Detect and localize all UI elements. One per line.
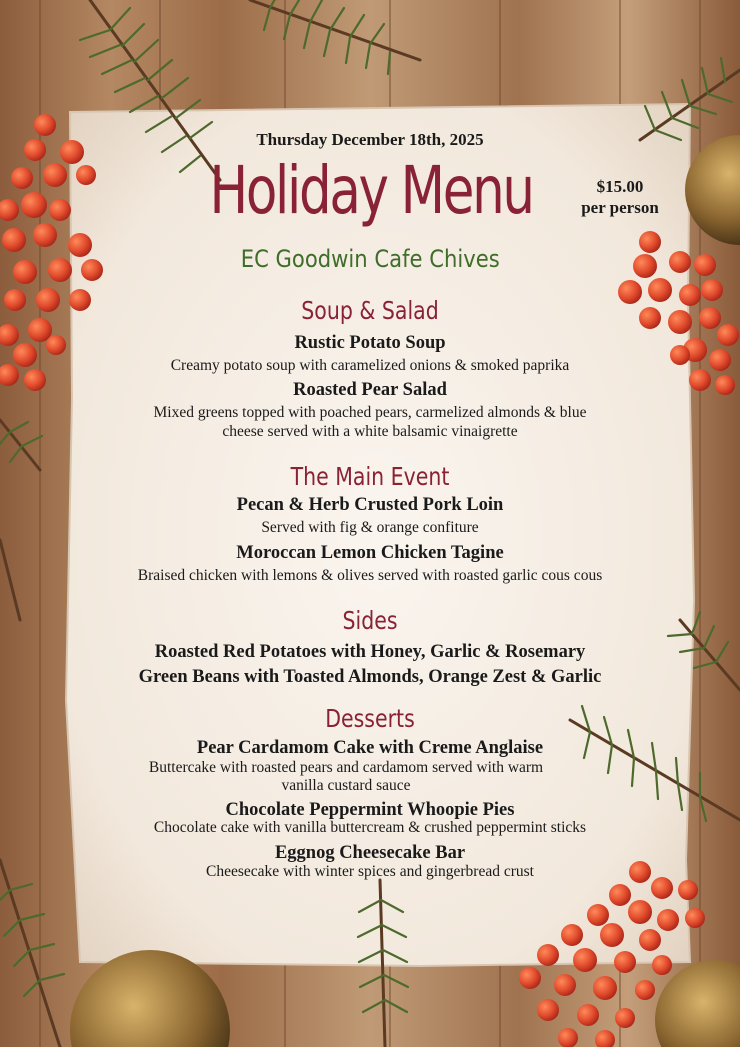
item-desc-pear-cardamom-cake-line2: vanilla custard sauce (281, 777, 411, 794)
item-name-rustic-potato-soup: Rustic Potato Soup (294, 333, 446, 353)
item-name-roasted-red-potatoes: Roasted Red Potatoes with Honey, Garlic & Rosemary (154, 642, 586, 662)
menu-subtitle: EC Goodwin Cafe Chives (240, 245, 500, 273)
item-name-pork-loin: Pecan & Herb Crusted Pork Loin (236, 495, 504, 515)
item-desc-roasted-pear-salad-line2: cheese served with a white balsamic vinaigrette (222, 423, 518, 440)
item-name-eggnog-cheesecake-bar: Eggnog Cheesecake Bar (274, 843, 466, 863)
item-name-chicken-tagine: Moroccan Lemon Chicken Tagine (236, 543, 504, 563)
menu-date: Thursday December 18th, 2025 (256, 130, 484, 149)
section-heading-desserts: Desserts (325, 704, 415, 733)
menu-title: Holiday Menu (209, 152, 533, 229)
section-heading-sides: Sides (342, 606, 398, 635)
item-name-roasted-pear-salad: Roasted Pear Salad (293, 380, 447, 400)
item-desc-roasted-pear-salad-line1: Mixed greens topped with poached pears, carmelized almonds & blue (153, 404, 587, 421)
item-desc-eggnog-cheesecake-bar: Cheesecake with winter spices and gingerbread crust (206, 863, 534, 880)
section-heading-soup-salad: Soup & Salad (301, 296, 439, 325)
item-desc-rustic-potato-soup: Creamy potato soup with caramelized onions & smoked paprika (170, 357, 570, 374)
item-name-pear-cardamom-cake: Pear Cardamom Cake with Creme Anglaise (196, 738, 544, 758)
price-amount: $15.00 (596, 177, 644, 196)
item-name-green-beans: Green Beans with Toasted Almonds, Orange Zest & Garlic (138, 667, 602, 687)
item-name-whoopie-pies: Chocolate Peppermint Whoopie Pies (225, 800, 515, 820)
item-desc-chicken-tagine: Braised chicken with lemons & olives served with roasted garlic cous cous (137, 567, 603, 584)
item-desc-pork-loin: Served with fig & orange confiture (261, 519, 479, 536)
price-note: per person (581, 198, 659, 217)
item-desc-pear-cardamom-cake-line1: Buttercake with roasted pears and cardamom served with warm (148, 759, 544, 776)
item-desc-whoopie-pies: Chocolate cake with vanilla buttercream & crushed peppermint sticks (153, 819, 587, 836)
section-heading-main-event: The Main Event (290, 462, 450, 491)
price-block (560, 176, 680, 218)
